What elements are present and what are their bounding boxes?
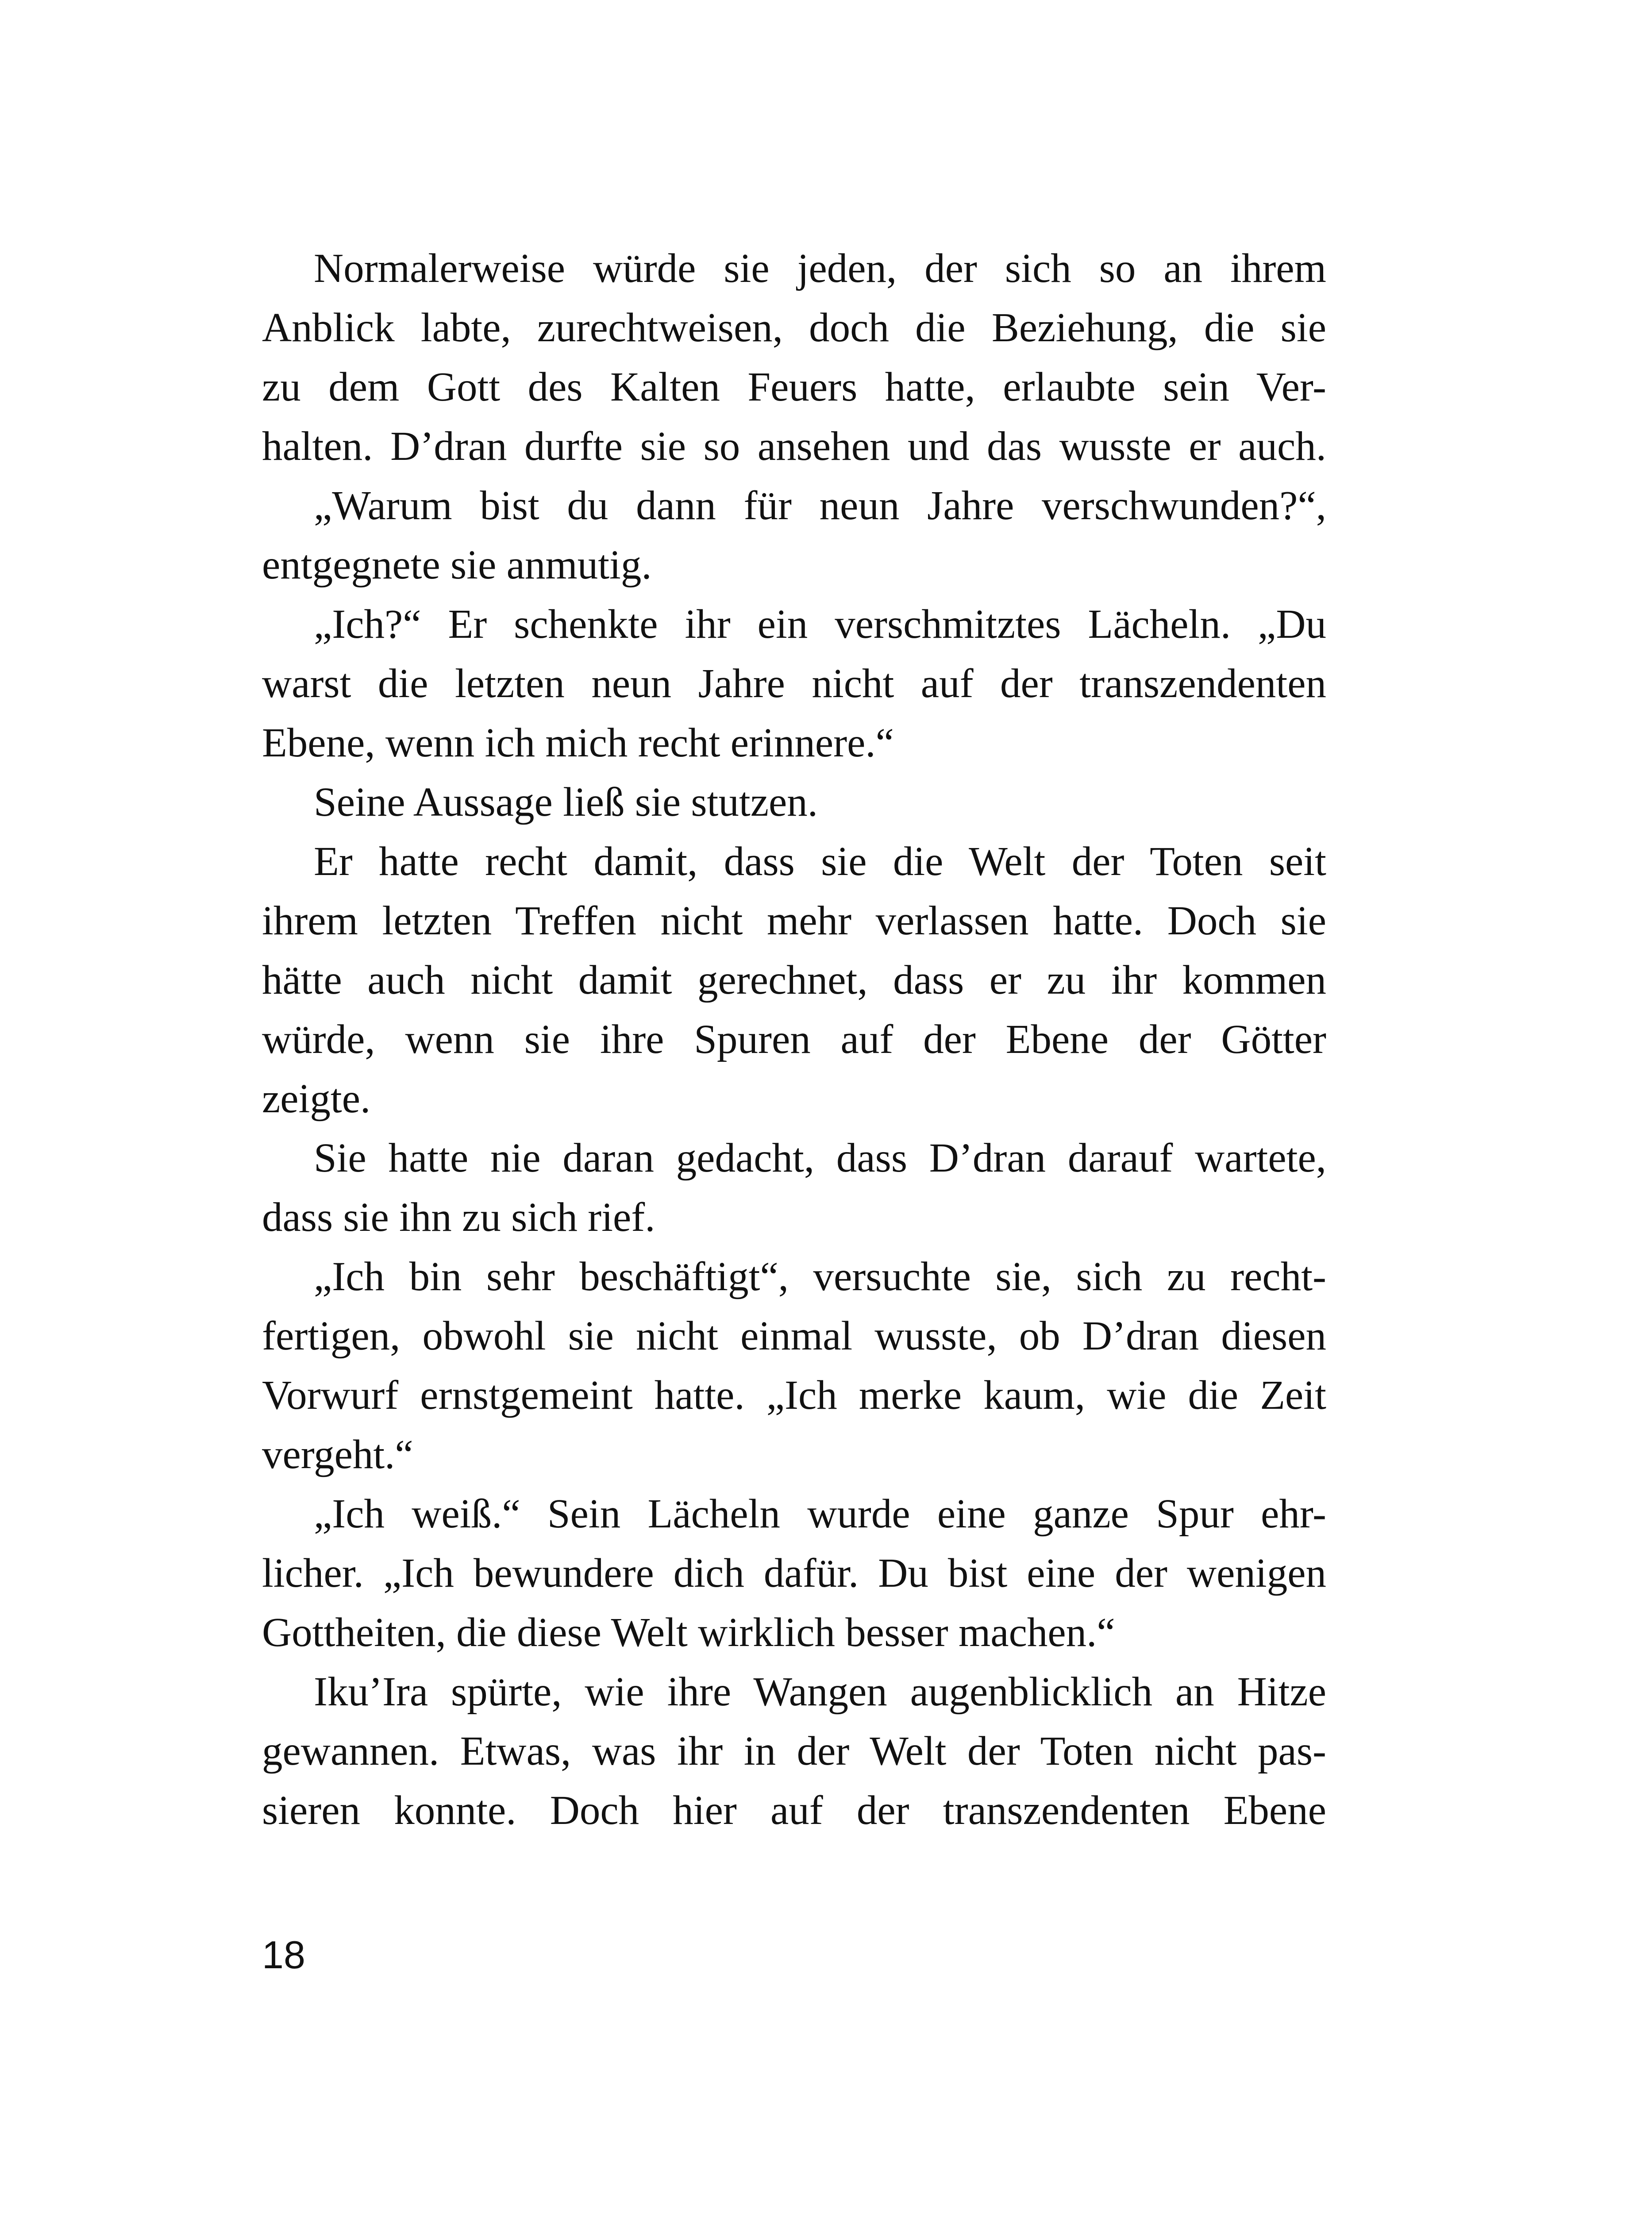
- text-line: Gottheiten, die diese Welt wirklich besser machen.“: [262, 1610, 1115, 1655]
- text-line: fertigen, obwohl sie nicht einmal wusste, ob D’dran diesen: [262, 1313, 1326, 1359]
- text-line: „Warum bist du dann für neun Jahre verschwunden?“,: [314, 483, 1326, 528]
- text-line: Iku’Ira spürte, wie ihre Wangen augenblicklich an Hitze: [314, 1669, 1326, 1715]
- text-line: Er hatte recht damit, dass sie die Welt der Toten seit: [314, 839, 1326, 884]
- text-line: Sie hatte nie daran gedacht, dass D’dran darauf wartete,: [314, 1135, 1326, 1181]
- text-line: hätte auch nicht damit gerechnet, dass er zu ihr kommen: [262, 957, 1326, 1003]
- text-line: warst die letzten neun Jahre nicht auf der transzendenten: [262, 661, 1326, 706]
- text-line: Normalerweise würde sie jeden, der sich so an ihrem: [314, 246, 1326, 291]
- text-line: würde, wenn sie ihre Spuren auf der Ebene der Götter: [262, 1017, 1326, 1062]
- text-line: Seine Aussage ließ sie stutzen.: [314, 779, 818, 825]
- text-line: halten. D’dran durfte sie so ansehen und das wusste er auch.: [262, 424, 1326, 469]
- text-line: sieren konnte. Doch hier auf der transzendenten Ebene: [262, 1788, 1326, 1833]
- text-line: zu dem Gott des Kalten Feuers hatte, erlaubte sein Ver-: [262, 364, 1326, 410]
- text-line: entgegnete sie anmutig.: [262, 542, 652, 588]
- text-line: vergeht.“: [262, 1432, 413, 1477]
- body-text: [262, 239, 1326, 1840]
- text-line: zeigte.: [262, 1076, 371, 1122]
- text-line: dass sie ihn zu sich rief.: [262, 1195, 655, 1240]
- text-line: Vorwurf ernstgemeint hatte. „Ich merke kaum, wie die Zeit: [262, 1373, 1326, 1418]
- text-line: „Ich?“ Er schenkte ihr ein verschmitztes Lächeln. „Du: [314, 601, 1326, 647]
- text-line: Ebene, wenn ich mich recht erinnere.“: [262, 720, 894, 766]
- page-number: 18: [262, 1933, 305, 1977]
- text-line: Anblick labte, zurechtweisen, doch die Beziehung, die sie: [262, 305, 1326, 351]
- text-line: gewannen. Etwas, was ihr in der Welt der Toten nicht pas-: [262, 1728, 1326, 1774]
- text-line: „Ich weiß.“ Sein Lächeln wurde eine ganze Spur ehr-: [314, 1491, 1326, 1537]
- text-line: licher. „Ich bewundere dich dafür. Du bist eine der wenigen: [262, 1550, 1326, 1596]
- text-line: „Ich bin sehr beschäftigt“, versuchte sie, sich zu recht-: [314, 1254, 1326, 1299]
- text-line: ihrem letzten Treffen nicht mehr verlassen hatte. Doch sie: [262, 898, 1326, 944]
